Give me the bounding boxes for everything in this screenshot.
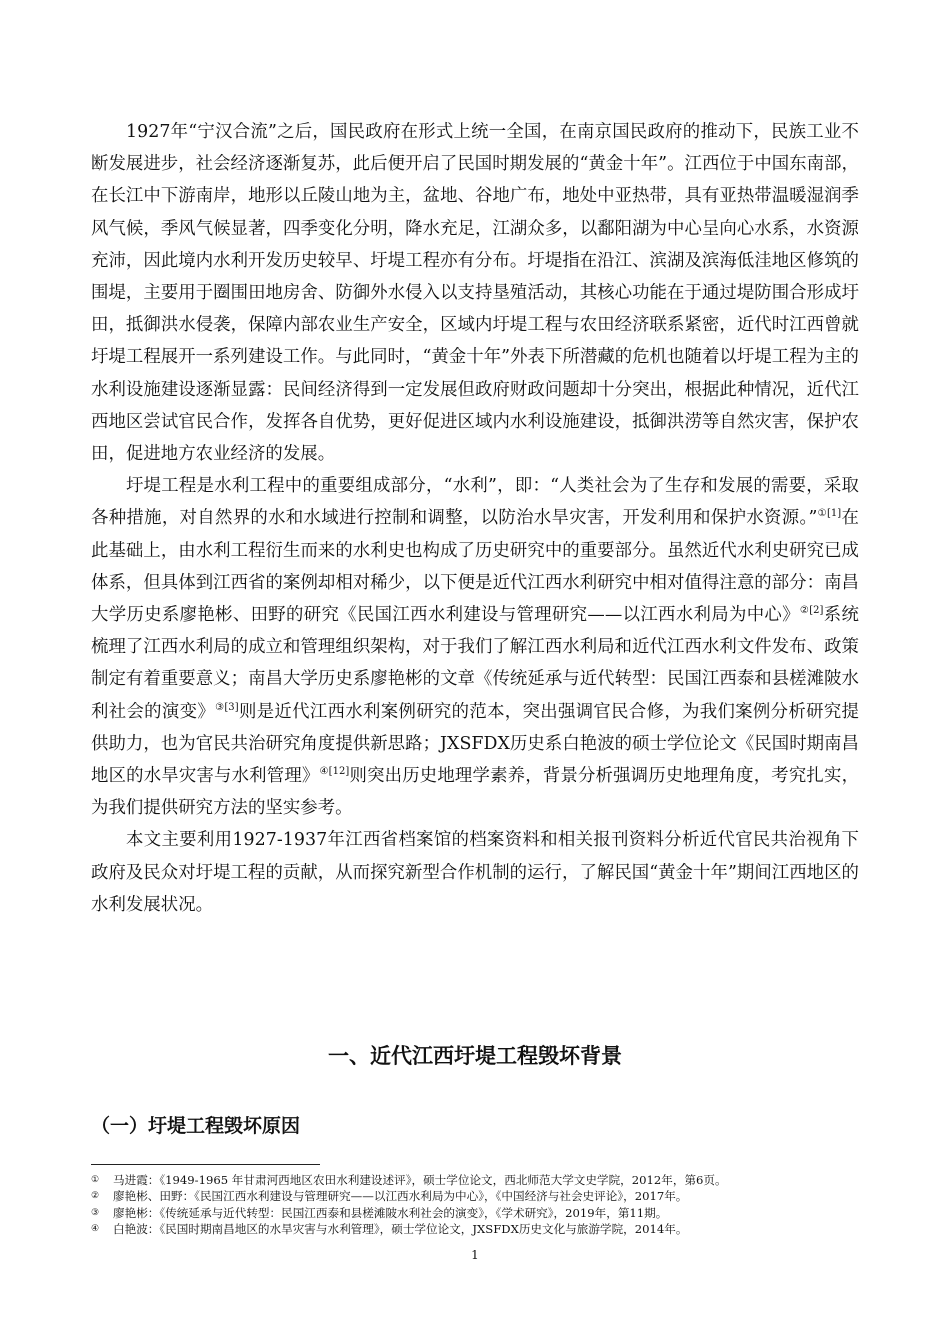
- paragraph-1: 1927年“宁汉合流”之后，国民政府在形式上统一全国，在南京国民政府的推动下，民族工业不断发展进步，社会经济逐渐复苏，此后便开启了民国时期发展的“黄金十年”。江西位于中国东南部，在长江中下游南岸，地形以丘陵山地为主，盆地、谷地广布，地处中亚热带，具有亚热带温暖湿润季风气候，季风气候显著，四季变化分明，降水充足，江湖众多，以鄱阳湖为中心呈向心水系，水资源充沛，因此境内水利开发历史较早、圩堤工程亦有分布。圩堤指在沿江、滨湖及滨海低洼地区修筑的围堤，主要用于圈围田地房舍、防御外水侵入以支持垦殖活动，其核心功能在于通过堤防围合形成圩田，抵御洪水侵袭，保障内部农业生产安全，区域内圩堤工程与农田经济联系紧密，近代时江西曾就圩堤工程展开一系列建设工作。与此同时，“黄金十年”外表下所潜藏的危机也随着以圩堤工程为主的水利设施建设逐渐显露：民间经济得到一定发展但政府财政问题却十分突出，根据此种情况，近代江西地区尝试官民合作，发挥各自优势，更好促进区域内水利设施建设，抵御洪涝等自然灾害，保护农田，促进地方农业经济的发展。: [91, 122, 859, 465]
- footnote-text: 马进霞：《1949-1965 年甘肃河西地区农田水利建设述评》，硕士学位论文，西北师范大学文史学院，2012年，第6页。: [113, 1173, 727, 1187]
- paragraph-2-part-b: 在此基础上，由水利工程衍生而来的水利史也构成了历史研究中的重要部分。虽然近代水利史研究已成体系，但具体到江西省的案例却相对稀少，以下便是近代江西水利研究中相对值得注意的部分：南昌大学历史系廖艳彬、田野的研究《民国江西水利建设与管理研究——以江西水利局为中心》: [91, 508, 859, 626]
- citation-ref-2[interactable]: ②[2]: [799, 605, 824, 617]
- paragraph-2-part-a: 圩堤工程是水利工程中的重要组成部分，“水利”，即：“人类社会为了生存和发展的需要，采取各种措施，对自然界的水和水域进行控制和调整，以防治水旱灾害，开发利用和保护水资源。”: [91, 476, 859, 529]
- subsection-heading: （一）圩堤工程毁坏原因: [91, 1115, 301, 1137]
- footnote-mark: ①: [91, 1175, 100, 1185]
- section-heading: 一、近代江西圩堤工程毁坏背景: [328, 1044, 622, 1068]
- footnote-text: 白艳波：《民国时期南昌地区的水旱灾害与水利管理》，硕士学位论文，JXSFDX历史文化与旅游学院，2014年。: [113, 1222, 688, 1237]
- citation-ref-3[interactable]: ③[3]: [215, 701, 239, 713]
- citation-ref-1[interactable]: ①[1]: [817, 508, 842, 520]
- footnote-mark: ②: [91, 1191, 100, 1202]
- paragraph-3: 本文主要利用1927-1937年江西省档案馆的档案资料和相关报刊资料分析近代官民共治视角下政府及民众对圩堤工程的贡献，从而探究新型合作机制的运行，了解民国“黄金十年”期间江西地区的水利发展状况。: [91, 830, 859, 915]
- paragraph-2-part-e: 则突出历史地理学素养，背景分析强调历史地理角度，考究扎实，为我们提供研究方法的坚实参考。: [91, 766, 860, 819]
- footnote-divider: [91, 1164, 320, 1165]
- page-number: 1: [471, 1248, 479, 1262]
- body-text: [91, 116, 859, 921]
- footnote-2: [91, 1188, 881, 1204]
- paragraph-2-part-d: 则是近代江西水利案例研究的范本，突出强调官民合修，为我们案例分析研究提供助力，也为官民共治研究角度提供新思路；JXSFDX历史系白艳波的硕士学位论文《民国时期南昌地区的水旱灾害与水利管理》: [91, 701, 859, 787]
- footnote-1: [91, 1172, 881, 1188]
- footnote-text: 廖艳彬：《传统延承与近代转型：民国江西泰和县槎滩陂水利社会的演变》，《学术研究》，2019年，第11期。: [113, 1205, 668, 1220]
- footnote-4: [91, 1221, 881, 1237]
- footnotes: [91, 1172, 881, 1238]
- paragraph-2-part-c: 系统梳理了江西水利局的成立和管理组织架构，对于我们了解江西水利局和近代江西水利文件发布、政策制定有着重要意义；南昌大学历史系廖艳彬的文章《传统延承与近代转型：民国江西泰和县槎滩陂水利社会的演变》: [91, 605, 859, 722]
- citation-ref-4[interactable]: ④[12]: [319, 766, 350, 778]
- paragraph-2: [91, 470, 859, 824]
- footnote-mark: ④: [91, 1224, 100, 1235]
- footnote-mark: ③: [91, 1207, 100, 1218]
- footnote-3: [91, 1205, 881, 1221]
- footnote-text: 廖艳彬、田野：《民国江西水利建设与管理研究——以江西水利局为中心》，《中国经济与社会史评论》，2017年。: [113, 1189, 688, 1204]
